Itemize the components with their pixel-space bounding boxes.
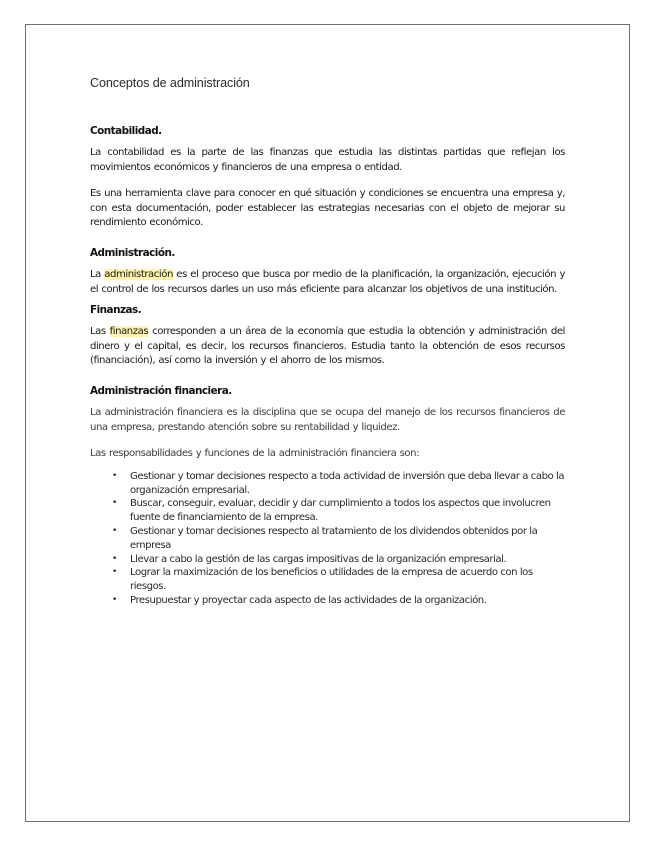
text-segment: es el proceso que busca por medio de la planificación, la organización, ejecución y el control de los recursos darles un uso más eficiente para alcanzar los objetivos de una institución. xyxy=(90,268,565,295)
text-segment: corresponden a un área de la economía que estudia la obtención y administración del dinero y el capital, es decir, los recursos financieros. Estudia tanto la obtención de esos recursos (financiación), así como la inversión y el ahorro de los mismos. xyxy=(90,326,565,367)
paragraph-administracion-financiera-1: La administración financiera es la disciplina que se ocupa del manejo de los recursos financieros de una empresa, prestando atención sobre su rentabilidad y liquidez. xyxy=(90,406,565,433)
list-item: • Llevar a cabo la gestión de las cargas impositivas de la organización empresarial. xyxy=(112,553,507,565)
bullet-icon: • xyxy=(112,553,117,564)
responsibilities-list xyxy=(90,470,565,608)
document-content xyxy=(90,76,565,608)
bullet-icon: • xyxy=(112,498,117,509)
paragraph-administracion xyxy=(90,268,565,297)
document-page xyxy=(25,24,630,822)
paragraph-contabilidad-1: La contabilidad es la parte de las finanzas que estudia las distintas partidas que reflejan los movimientos económicos y financieros de una empresa o entidad. xyxy=(90,147,565,173)
bullet-icon: • xyxy=(112,525,117,536)
list-item: • Gestionar y tomar decisiones respecto a toda actividad de inversión que deba llevar a cabo la organización empresarial. xyxy=(112,470,565,496)
heading-finanzas: Finanzas. xyxy=(90,304,142,317)
text-segment: Las xyxy=(90,326,110,338)
highlighted-term: finanzas xyxy=(109,326,149,338)
bullet-icon: • xyxy=(112,470,117,481)
bullet-icon: • xyxy=(112,567,117,578)
bullet-icon: • xyxy=(112,594,117,605)
paragraph-finanzas xyxy=(90,325,565,369)
list-item: • Lograr la maximización de los beneficios o utilidades de la empresa de acuerdo con los riesgos. xyxy=(112,567,533,593)
paragraph-administracion-financiera-2: Las responsabilidades y funciones de la administración financiera son: xyxy=(90,448,420,460)
paragraph-contabilidad-2: Es una herramienta clave para conocer en qué situación y condiciones se encuentra una empresa y, con esta documentación, poder establecer las estrategias necesarias con el objeto de mejorar su rendimiento económico. xyxy=(90,188,565,229)
list-item: • Gestionar y tomar decisiones respecto al tratamiento de los dividendos obtenidos por la empresa xyxy=(112,525,538,551)
highlighted-term: administración xyxy=(104,268,173,280)
list-item: • Buscar, conseguir, evaluar, decidir y dar cumplimiento a todos los aspectos que involucren fuente de financiamiento de la empresa. xyxy=(112,498,551,524)
heading-contabilidad: Contabilidad. xyxy=(90,125,162,137)
heading-administracion-financiera: Administración financiera. xyxy=(90,384,232,397)
text-segment: La xyxy=(90,268,105,280)
page-title: Conceptos de administración xyxy=(90,76,250,90)
heading-administracion: Administración. xyxy=(90,246,175,259)
list-item: • Presupuestar y proyectar cada aspecto de las actividades de la organización. xyxy=(112,594,487,606)
